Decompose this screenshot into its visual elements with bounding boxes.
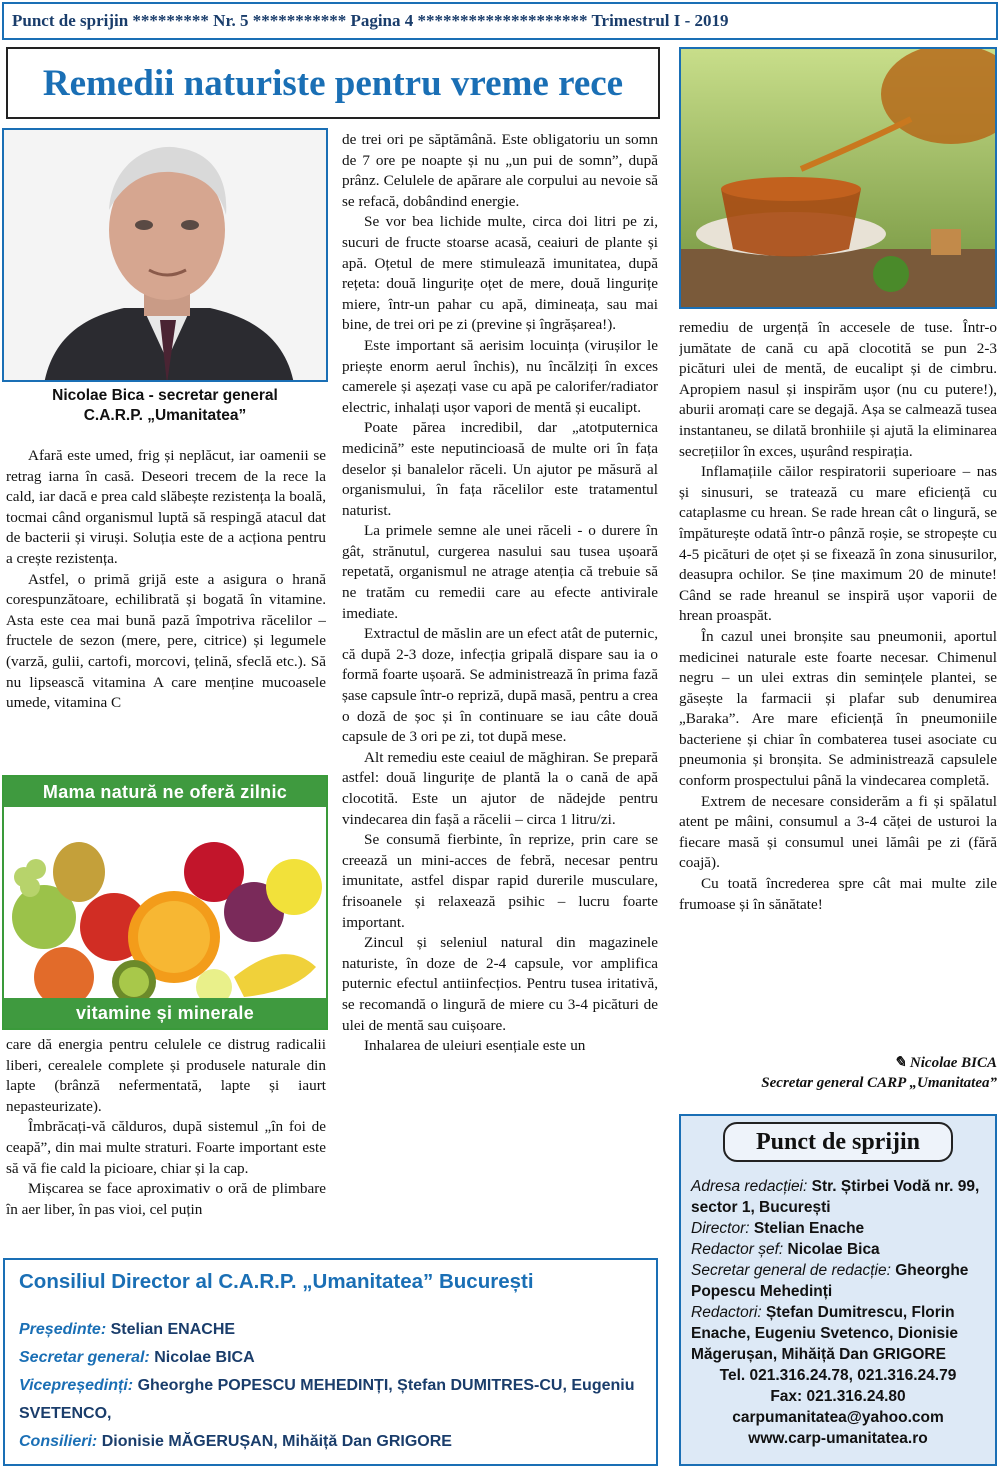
phone-line: Tel. 021.316.24.78, 021.316.24.79 [719, 1367, 957, 1384]
paragraph: Se consumă fierbinte, în reprize, prin care se creează un mini-acces de febră, necesar pentru imunitate, astfel dispar rapid durerile musculare, frisoanele și relaxează psihic – lucru foarte important. [342, 831, 658, 931]
fruit-banner-bottom: vitamine și minerale [4, 998, 326, 1028]
paragraph: remediu de urgență în accesele de tuse. Într-o jumătate de cană cu apă clocotită se pun 2-3 picături ulei de mentă, de eucalipt și de cimbru. Apropiem nasul și inspirăm ușor (nu cu putere!), aburii aromați care se degajă. Așa se calmează tusea instantaneu, se dilată bronhiile și ajută la eliminarea secrețiilor în exces, ușurând respirația. [679, 319, 997, 460]
article-title: Remedii naturiste pentru vreme rece [42, 62, 624, 104]
secretary-value: Gheorghe Popescu Mehedinți [691, 1262, 969, 1300]
fruit-banner [2, 775, 328, 1030]
paragraph: Afară este umed, frig și neplăcut, iar oamenii se retrag iarna în casă. Deseori trecem de la rece la cald, iar dacă e prea cald slăbește rezistența la boală, tocmai când organismul luptă să respingă atacul dat de bacterii și viruși. Soluția este de a acționa pentru a crește rezistența. [6, 447, 326, 567]
council-role: Secretar general: [19, 1349, 150, 1366]
secretary-line [691, 1260, 985, 1302]
council-names: Stelian ENACHE [110, 1321, 236, 1338]
secretary-label: Secretar general de redacție: [691, 1262, 891, 1279]
tea-image [681, 49, 997, 309]
address-line [691, 1176, 985, 1218]
paragraph: Astfel, o primă grijă este a asigura o hrană corespunzătoare, echilibrată și bogată în vitamine. Asta este cea mai bună pază împotriva răcelilor – fructele de sezon (mere, pere, citrice) și legumele (varză, gulii, cartofi, morcovi, țelină, sfeclă etc.). Să nu lipsească vitamina A care menține mucoasele umede, vitamina C [6, 570, 326, 712]
author-portrait [2, 128, 328, 382]
paragraph: de trei ori pe săptămână. Este obligatoriu un somn de 7 ore pe noapte și nu „un pui de somn”, după prânz. Celulele de apărare ale corpului au nevoie să se refacă, dobândind energie. [342, 131, 658, 210]
article-title-box [6, 47, 660, 119]
fax-line: Fax: 021.316.24.80 [770, 1388, 906, 1405]
director-line [691, 1218, 985, 1239]
paragraph: Este important să aerisim locuința (virușilor le priește enorm aerul închis), nu încălziți în exces camerele și așezați vase cu apă pe calorifer/radiator electric, inhalați ușor vapori de mentă și eucalipt. [342, 336, 658, 416]
council-row [19, 1344, 642, 1372]
website-link[interactable]: www.carp-umanitatea.ro [748, 1430, 928, 1447]
paragraph: Îmbrăcați-vă călduros, după sistemul „în foi de ceapă”, din mai multe straturi. Foarte important este să vă fie cald la picioare, chiar și la cap. [6, 1118, 326, 1177]
council-names: Dionisie MĂGERUȘAN, Mihăiță Dan GRIGORE [101, 1433, 452, 1450]
fruit-banner-top: Mama natură ne oferă zilnic [4, 777, 326, 807]
email-link[interactable]: carpumanitatea@yahoo.com [732, 1409, 944, 1426]
portrait-caption [2, 386, 328, 426]
director-label: Director: [691, 1220, 750, 1237]
council-row [19, 1372, 642, 1428]
signature-name: ✎ Nicolae BICA [893, 1055, 997, 1071]
council-row [19, 1428, 642, 1456]
column-1-upper [6, 446, 326, 766]
paragraph: Inhalarea de uleiuri esențiale este un [364, 1037, 586, 1055]
editors-value: Ștefan Dumitrescu, Florin Enache, Eugeniu Svetenco, Dionisie Măgerușan, Mihăiță Dan GRIGORE [691, 1304, 959, 1363]
council-row [19, 1316, 642, 1344]
paragraph: La primele semne ale unei răceli - o durere în gât, strănutul, curgerea nasului sau tusea ușoară repetată, organismul ne atrage atenția că trebuie să ne tratăm cu remedii care au efecte antivirale imediate. [342, 522, 658, 622]
council-role: Consilieri: [19, 1433, 98, 1450]
page-header [2, 2, 998, 40]
chief-editor-value: Nicolae Bica [787, 1241, 880, 1258]
address-value: Str. Știrbei Vodă nr. 99, sector 1, București [691, 1178, 980, 1216]
paragraph: Extractul de măslin are un efect atât de puternic, că după 2-3 doze, infecția gripală dispare sau ia o formă foarte ușoară. Se administrează în prima fază șase capsule într-o repriză, după masă, pentru a crea o doză de șoc și în continuare se iau câte două capsule de 3 ori pe zi, tot după mese. [342, 625, 658, 746]
council-role: Vicepreședinți: [19, 1377, 134, 1394]
fruit-image [4, 777, 326, 1030]
editorial-box [679, 1114, 997, 1466]
chief-editor-label: Redactor șef: [691, 1241, 784, 1258]
editorial-body [681, 1162, 995, 1449]
editorial-heading: Punct de sprijin [723, 1122, 953, 1162]
council-heading: Consiliul Director al C.A.R.P. „Umanitatea” București [19, 1270, 534, 1293]
portrait-image [4, 130, 328, 382]
caption-line1: Nicolae Bica - secretar general [52, 387, 278, 404]
column-3 [679, 318, 997, 1043]
column-1-lower [6, 1035, 326, 1250]
signature-title: Secretar general CARP „Umanitatea” [761, 1075, 997, 1091]
column-2 [342, 130, 658, 1252]
caption-line2: C.A.R.P. „Umanitatea” [83, 407, 247, 424]
editors-line [691, 1302, 985, 1365]
paragraph: Se vor bea lichide multe, circa doi litri pe zi, sucuri de fructe stoarse acasă, ceaiuri de plante și apă. Oțetul de mere stimulează imunitatea, după rețeta: două lingurițe oțet de mere, două lingurițe miere, într-un pahar cu apă, dimineața, sau mai bine, de trei ori pe zi (previne și îngrășarea!). [342, 213, 658, 334]
council-names: Nicolae BICA [154, 1349, 255, 1366]
council-role: Președinte: [19, 1321, 107, 1338]
council-names: Gheorghe POPESCU MEHEDINȚI, Ștefan DUMITRES-CU, Eugeniu SVETENCO, [19, 1377, 635, 1422]
paragraph: Poate părea incredibil, dar „atotputernica medicină” este neputincioasă de multe ori în fața deselor și banalelor răceli. Un ajutor pe măsură al organismului, în fața răcelilor este tratamentul naturist. [342, 419, 658, 519]
paragraph: Alt remediu este ceaiul de măghiran. Se prepară astfel: două lingurițe de plantă la o cană de apă clocotită. Este un ajutor de nădejde pentru vindecarea din fașă a răcelii – circa 1 litru/zi. [342, 748, 658, 828]
paragraph: În cazul unei bronșite sau pneumonii, aportul medicinei naturale este foarte necesar. Chimenul negru – un ulei extras din semințele plantei, se găsește la farmacii și plafar sub denumirea „Baraka”. Are mare eficiență în pneumoniile bacteriene și chiar în combaterea tusei asociate cu pneumonia și bronșita. Se administrează capsulele conform prospectului până la vindecarea completă. [679, 627, 997, 790]
director-value: Stelian Enache [753, 1220, 865, 1237]
council-box [3, 1258, 658, 1466]
header-text: Punct de sprijin ********* Nr. 5 *********** Pagina 4 ******************** Trimestrul I - 2019 [12, 11, 729, 30]
paragraph: Mișcarea se face aproximativ o oră de plimbare în aer liber, în pas vioi, cel puțin [6, 1180, 326, 1218]
editors-label: Redactori: [691, 1304, 762, 1321]
paragraph: Cu toată încrederea spre cât mai multe zile frumoase și în sănătate! [679, 875, 997, 913]
paragraph: care dă energia pentru celulele ce distrug radicalii liberi, cerealele complete și produsele naturale din lapte (brânză nefermentată, lapte și iaurt nepasteurizate). [6, 1036, 326, 1115]
chief-editor-line [691, 1239, 985, 1260]
paragraph: Extrem de necesare considerăm a fi și spălatul atent pe mâini, consumul a 3-4 căței de usturoi la fiecare masă și consumul unei lămâi pe zi (fără coajă). [679, 792, 997, 872]
signature [679, 1053, 997, 1093]
paragraph: Zincul și seleniul natural din magazinele naturiste, în doze de 2-4 capsule, vor amplifica puternic efectul antiinfecțios. Pentru tusea iritativă, se recomandă o lingură de miere cu 3-4 picături de ulei de mentă sau cuișoare. [342, 934, 658, 1034]
address-label: Adresa redacției: [691, 1178, 808, 1195]
paragraph: Inflamațiile căilor respiratorii superioare – nas și sinusuri, se tratează cu mare eficiență cu cataplasme cu hrean. Se rade hrean cât o lingură, se împăturește odată într-o pânză roșie, se stropește cu 4-5 picături de oțet și se fixează în zona sinusurilor, deasupra ochilor. Se ține maximum 20 de minute! Când se rade hreanul se inspiră ușor vaporii de hrean proaspăt. [679, 463, 997, 625]
tea-photo [679, 47, 997, 309]
